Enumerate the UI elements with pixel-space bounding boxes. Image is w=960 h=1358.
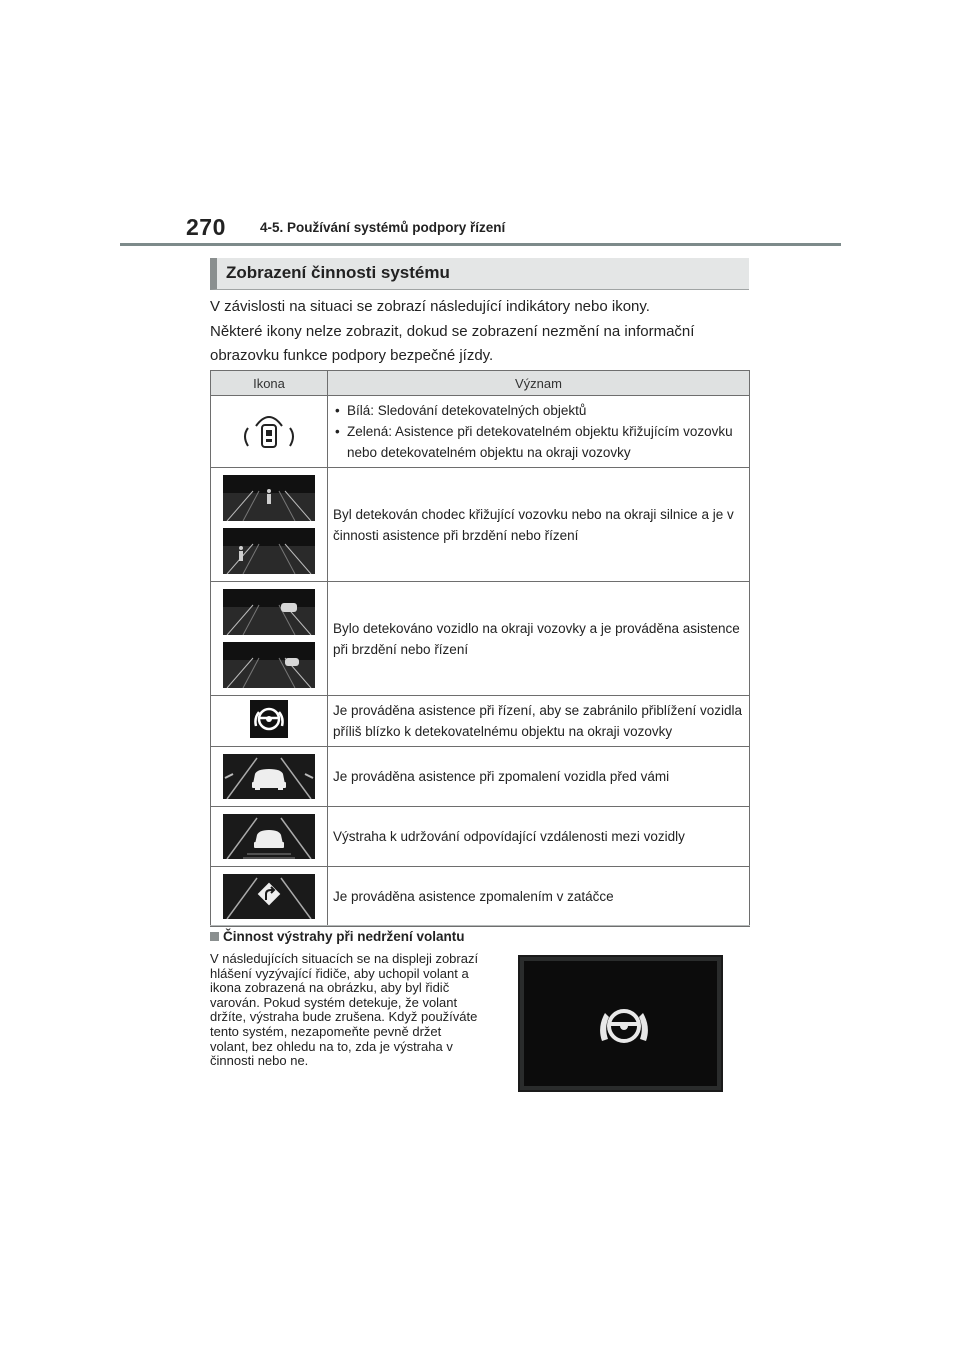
bullet-item: • Bílá: Sledování detekovatelných objektů (333, 400, 744, 421)
page-number: 270 (186, 214, 226, 240)
table-row (211, 582, 750, 696)
following-distance-icon (223, 814, 315, 859)
subsection-title-text: Činnost výstrahy při nedržení volantu (223, 929, 465, 944)
icon-cell (211, 582, 328, 696)
pedestrian-roadside-icon (223, 528, 315, 574)
warning-description: V následujících situacích se na displeji zobrazí hlášení vyzývající řidiče, aby uchopil volant a ikona zobrazená na obrázku, aby byl řidič varován. Pokud systém detekuje, že volant držíte, výstraha bude zrušena. Když používáte tento systém, nezapomeňte pevně držet volant, bez ohledu na to, zda je výstraha v činnosti nebo ne. (210, 951, 479, 1069)
meaning-cell: Je prováděna asistence zpomalením v zatáčce (328, 867, 750, 927)
vehicle-roadside-icon (223, 642, 315, 688)
meaning-cell: Je prováděna asistence při řízení, aby se zabránilo přiblížení vozidla příliš blízko k detekovatelnému objektu na okraji vozovky (328, 696, 750, 747)
vehicle-roadside-icon (223, 589, 315, 635)
square-bullet-icon (210, 932, 219, 941)
section-heading-text: Zobrazení činnosti systému (226, 263, 450, 282)
car-detection-bracket-icon (234, 404, 304, 454)
meaning-cell: Je prováděna asistence při zpomalení vozidla před vámi (328, 747, 750, 807)
meaning-cell: Bylo detekováno vozidlo na okraji vozovky a je prováděna asistence při brzdění nebo řízení (328, 582, 750, 696)
table-row (211, 807, 750, 867)
steering-assist-icon (250, 700, 288, 738)
icon-cell (211, 807, 328, 867)
preceding-vehicle-icon (223, 754, 315, 799)
meaning-cell: Byl detekován chodec křižující vozovku nebo na okraji silnice a je v činnosti asistence při brzdění nebo řízení (328, 468, 750, 582)
icon-cell (211, 468, 328, 582)
icon-cell (211, 696, 328, 747)
icon-cell (211, 396, 328, 468)
meaning-cell (328, 396, 750, 468)
subsection-title (210, 929, 465, 944)
hands-on-wheel-icon (596, 1001, 652, 1049)
pedestrian-road-icon (223, 475, 315, 521)
table-row (211, 396, 750, 468)
table-row (211, 696, 750, 747)
column-header-icon: Ikona (211, 371, 328, 396)
meaning-cell: Výstraha k udržování odpovídající vzdálenosti mezi vozidly (328, 807, 750, 867)
table-row (211, 468, 750, 582)
table-row (211, 867, 750, 927)
icon-cell (211, 747, 328, 807)
table-row (211, 747, 750, 807)
header-divider (120, 243, 841, 246)
intro-paragraph-2: Některé ikony nelze zobrazit, dokud se zobrazení nezmění na informační obrazovku funkce podpory bezpečné jízdy. (210, 323, 695, 364)
subsection-divider (210, 925, 750, 926)
bullet-item: • Zelená: Asistence při detekovatelném objektu křižujícím vozovku nebo detekovatelném objektu na okraji vozovky (333, 421, 744, 463)
table-header-row (211, 371, 750, 396)
display-screen-image (518, 955, 723, 1092)
curve-speed-icon (223, 874, 315, 919)
column-header-meaning: Význam (328, 371, 750, 396)
intro-paragraph-1: V závislosti na situaci se zobrazí následující indikátory nebo ikony. (210, 298, 650, 315)
chapter-title: 4-5. Používání systémů podpory řízení (260, 220, 506, 235)
icon-cell (211, 867, 328, 927)
section-heading (210, 258, 749, 290)
indicator-table (210, 370, 750, 927)
